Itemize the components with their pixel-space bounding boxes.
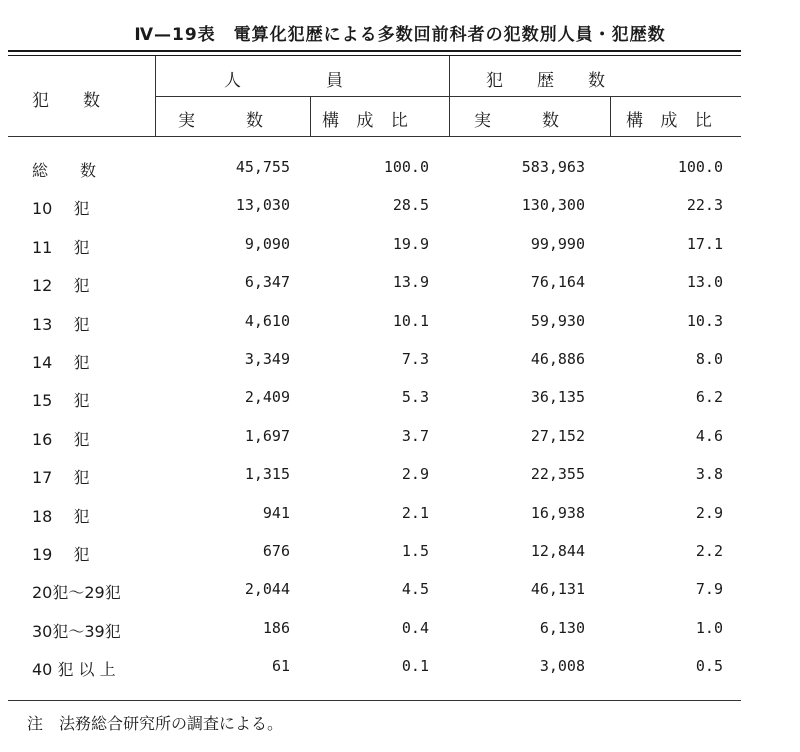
header-row-label: 犯 数: [32, 91, 100, 111]
persons-count: 61: [271, 657, 290, 676]
table-row: [0, 186, 800, 224]
records-count: 46,131: [530, 580, 585, 599]
header-persons: 人 員: [224, 71, 343, 91]
header-group-rule: [155, 96, 741, 97]
row-label: 12 犯: [32, 276, 90, 296]
row-label: 18 犯: [32, 506, 90, 526]
records-count: 46,886: [530, 349, 585, 368]
persons-count: 186: [262, 618, 290, 637]
table-row: [0, 455, 800, 493]
table-row: [0, 148, 800, 186]
persons-ratio: 19.9: [392, 234, 429, 253]
records-count: 6,130: [539, 618, 585, 637]
header-records-ratio: 構 成 比: [626, 111, 718, 131]
records-ratio: 100.0: [677, 158, 723, 176]
persons-count: 2,409: [244, 388, 290, 407]
footnote: 注 法務総合研究所の調査による。: [27, 714, 284, 733]
row-label: 19 犯: [32, 544, 90, 564]
header-bottom-rule: [8, 136, 741, 137]
row-label: 14 犯: [32, 352, 90, 372]
persons-ratio: 3.7: [401, 426, 429, 445]
records-ratio: 7.9: [695, 580, 723, 599]
records-ratio: 4.6: [695, 426, 723, 445]
row-label: 15 犯: [32, 391, 90, 411]
persons-ratio: 1.5: [401, 541, 429, 560]
records-count: 27,152: [530, 426, 585, 445]
table-title: Ⅳ—19表 電算化犯歴による多数回前科者の犯数別人員・犯歴数: [134, 25, 666, 45]
records-count: 76,164: [530, 273, 585, 292]
persons-ratio: 13.9: [392, 273, 429, 292]
persons-count: 676: [262, 541, 290, 560]
records-ratio: 2.9: [695, 503, 723, 522]
persons-ratio: 7.3: [401, 349, 429, 368]
table-row: [0, 494, 800, 532]
persons-ratio: 0.1: [401, 657, 429, 676]
records-ratio: 1.0: [695, 618, 723, 637]
records-ratio: 13.0: [686, 273, 723, 292]
top-double-rule-2: [8, 55, 741, 56]
table-row: [0, 532, 800, 570]
persons-ratio: 0.4: [401, 618, 429, 637]
row-label: 11 犯: [32, 237, 90, 257]
records-count: 99,990: [530, 234, 585, 253]
records-count: 16,938: [530, 503, 585, 522]
persons-count: 1,697: [244, 426, 290, 445]
table-bottom-rule: [8, 700, 741, 701]
persons-count: 941: [262, 503, 290, 522]
records-ratio: 22.3: [686, 196, 723, 215]
persons-ratio: 4.5: [401, 580, 429, 599]
row-label: 40 犯 以 上: [32, 660, 116, 680]
header-records-actual: 実 数: [474, 111, 559, 131]
persons-ratio: 5.3: [401, 388, 429, 407]
table-row: [0, 225, 800, 263]
persons-ratio: 100.0: [383, 158, 429, 176]
persons-count: 1,315: [244, 465, 290, 484]
table-row: [0, 340, 800, 378]
records-count: 22,355: [530, 465, 585, 484]
table-row: [0, 570, 800, 608]
persons-ratio: 2.9: [401, 465, 429, 484]
table-row: [0, 263, 800, 301]
persons-count: 2,044: [244, 580, 290, 599]
top-double-rule-1: [8, 50, 741, 52]
row-label: 17 犯: [32, 468, 90, 488]
records-ratio: 0.5: [695, 657, 723, 676]
persons-count: 9,090: [244, 234, 290, 253]
header-persons-actual: 実 数: [178, 111, 263, 131]
row-label: 13 犯: [32, 314, 90, 334]
table-row: [0, 609, 800, 647]
records-count: 36,135: [530, 388, 585, 407]
row-label: 30犯～39犯: [32, 621, 121, 641]
table-body: [0, 148, 800, 685]
records-count: 583,963: [521, 158, 585, 176]
records-count: 130,300: [521, 196, 585, 215]
row-label: 20犯～29犯: [32, 583, 121, 603]
persons-count: 45,755: [235, 158, 290, 176]
table-row: [0, 417, 800, 455]
persons-count: 3,349: [244, 349, 290, 368]
table-row: [0, 378, 800, 416]
table-row: [0, 647, 800, 685]
table-row: [0, 302, 800, 340]
records-ratio: 17.1: [686, 234, 723, 253]
persons-count: 13,030: [235, 196, 290, 215]
header-records: 犯 歴 数: [486, 71, 605, 91]
records-count: 12,844: [530, 541, 585, 560]
persons-count: 6,347: [244, 273, 290, 292]
records-ratio: 8.0: [695, 349, 723, 368]
records-ratio: 10.3: [686, 311, 723, 330]
row-label: 16 犯: [32, 429, 90, 449]
records-ratio: 3.8: [695, 465, 723, 484]
persons-ratio: 10.1: [392, 311, 429, 330]
header-persons-ratio: 構 成 比: [322, 111, 414, 131]
row-label: 10 犯: [32, 199, 90, 219]
persons-count: 4,610: [244, 311, 290, 330]
persons-ratio: 28.5: [392, 196, 429, 215]
records-ratio: 2.2: [695, 541, 723, 560]
row-label: 総 数: [32, 161, 97, 180]
records-count: 59,930: [530, 311, 585, 330]
records-count: 3,008: [539, 657, 585, 676]
divider-records-sub: [610, 96, 611, 136]
persons-ratio: 2.1: [401, 503, 429, 522]
records-ratio: 6.2: [695, 388, 723, 407]
divider-persons-sub: [310, 96, 311, 136]
